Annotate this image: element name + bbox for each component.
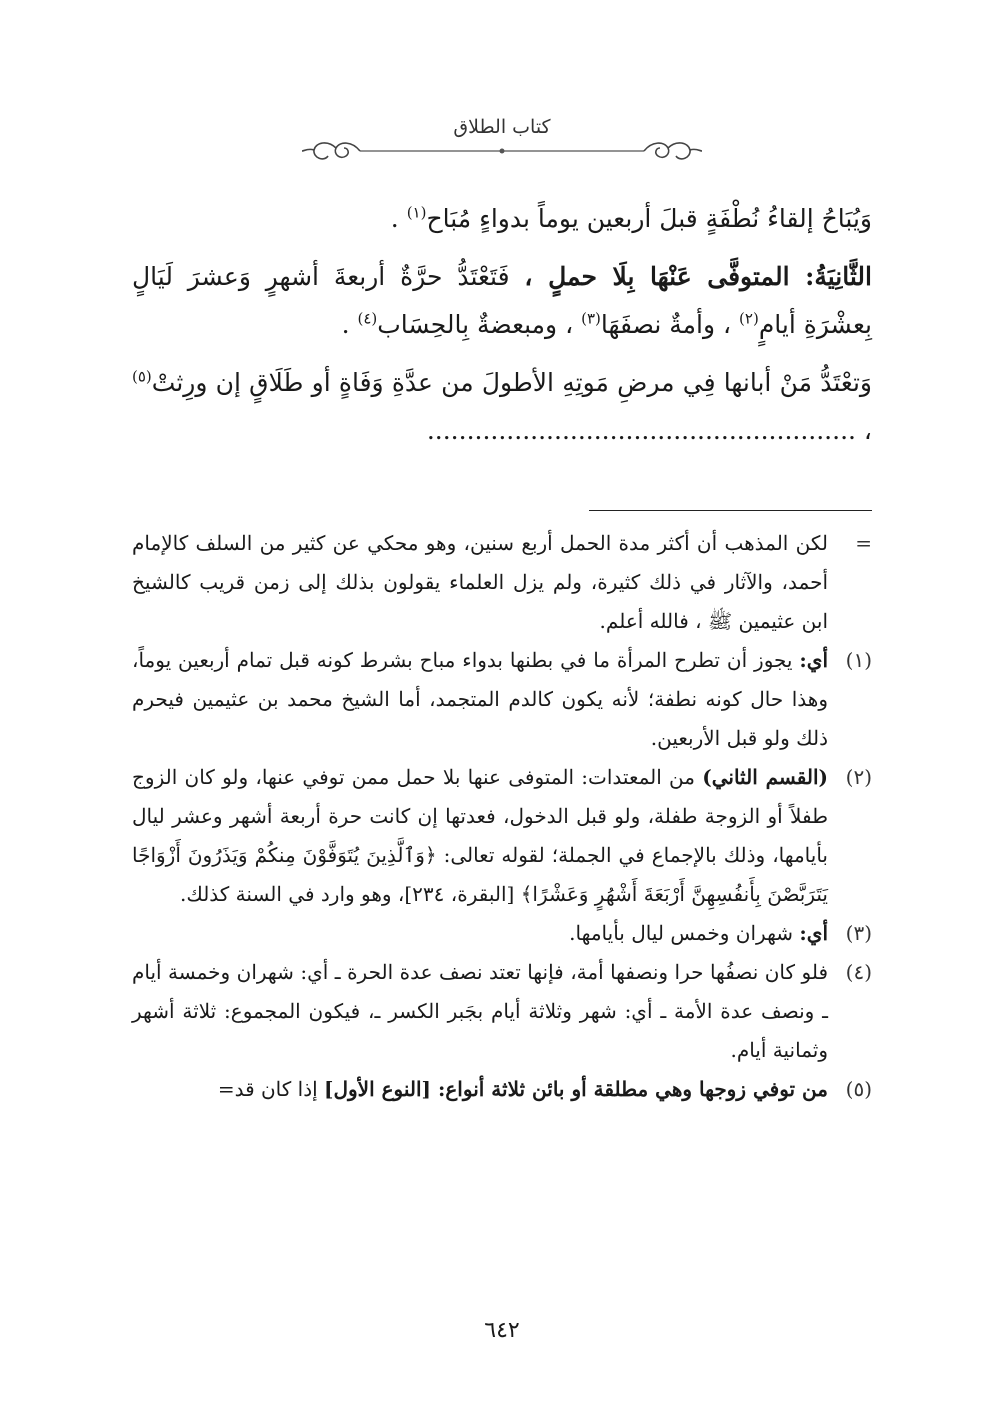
footnote-number: =: [855, 531, 872, 555]
page-number: ٦٤٢: [484, 1318, 520, 1343]
footnote-3: (٣) أي: شهران وخمس ليال بأيامها.: [132, 914, 872, 953]
footnote-number: (٤): [845, 960, 872, 984]
footnote-number: (٣): [845, 921, 872, 945]
footnote-ref[interactable]: (١): [406, 203, 427, 222]
footnote-number: (١): [845, 648, 872, 672]
footnote-4: (٤) فلو كان نصفُها حرا ونصفها أمة، فإنها تعتد نصف عدة الحرة ـ أي: شهران وخمسة أيام ـ ونصف عدة الأمة ـ أي: شهر وثلاثة أيام بجَبر الكسر ـ، فيكون المجموع: ثلاثة أشهر وثمانية أيام.: [132, 953, 872, 1070]
paragraph-widow-without-pregnancy: الثَّانِيَةُ: المتوفَّى عَنْهَا بِلَا حملٍ ، فَتَعْتَدُّ حرَّةٌ أربعةَ أشهرٍ وَعشرَ لَيَالٍ بِعشْرَةِ أيامٍ$^{(٢)}$ ، وأمةٌ نصفَهَا$^{(٣)}$ ، ومبعضةٌ بِالحِسَاب$^{(٤)}$ .: [132, 262, 872, 339]
section-heading: الثَّانِيَةُ: المتوفَّى عَنْهَا بِلَا حملٍ ،: [524, 262, 872, 291]
footnote-number: (٢): [845, 765, 872, 789]
footnote-ref[interactable]: (٢): [739, 309, 759, 328]
header-ornament: [300, 136, 704, 166]
footnotes: [132, 524, 872, 1109]
paragraph-divorce-in-death-illness: وَتعْتَدُّ مَنْ أبانها فِي مرضِ مَوتِهِ الأطولَ من عدَّةِ وَفَاةٍ أو طَلَاقٍ إن ورِثتْ$^{(٥)}$ ، ......................................................: [132, 367, 872, 445]
footnote-1: (١) أي: يجوز أن تطرح المرأة ما في بطنها بدواء مباح بشرط كونه قبل تمام أربعين يوماً، وهذا حال كونه نطفة؛ لأنه يكون كالدم المتجمد، أما الشيخ محمد بن عثيمين فيحرم ذلك ولو قبل الأربعين.: [132, 641, 872, 758]
footnote-divider: [589, 510, 872, 511]
paragraph-abortion-ruling: وَيُبَاحُ إلقاءُ نُطْفَةٍ قبلَ أربعين يوماً بدواءٍ مُبَاح$^{(١)}$ .: [390, 203, 872, 233]
running-header-title: كتاب الطلاق: [453, 116, 551, 138]
footnote-ref[interactable]: (٤): [357, 309, 378, 328]
main-text: [132, 195, 872, 465]
footnote-ref[interactable]: (٥): [132, 367, 152, 386]
footnote-5: (٥) من توفي زوجها وهي مطلقة أو بائن ثلاثة أنواع: [النوع الأول] إذا كان قد=: [132, 1070, 872, 1109]
footnote-ref[interactable]: (٣): [581, 309, 601, 328]
footnote-2: (٢) (القسم الثاني) من المعتدات: المتوفى عنها بلا حمل ممن توفي عنها، ولو كان الزوج طفلاً أو الزوجة طفلة، ولو قبل الدخول، فعدتها إن كانت حرة أربعة أشهر وعشر ليال بأيامها، وذلك بالإجماع في الجملة؛ لقوله تعالى: ﴿وَٱلَّذِينَ يُتَوَفَّوْنَ مِنكُمْ وَيَذَرُونَ أَزْوَاجًا يَتَرَبَّصْنَ بِأَنفُسِهِنَّ أَرْبَعَةَ أَشْهُرٍ وَعَشْرًا﴾ [البقرة، ٢٣٤]، وهو وارد في السنة كذلك.: [132, 758, 872, 914]
footnote-continuation: = لكن المذهب أن أكثر مدة الحمل أربع سنين، وهو محكي عن كثير من السلف كالإمام أحمد، والآثار في ذلك كثيرة، ولم يزل العلماء يقولون بذلك إلى زمن قريب كالشيخ ابن عثيمين ﷺ ، فالله أعلم.: [132, 524, 872, 641]
footnote-number: (٥): [845, 1077, 872, 1101]
